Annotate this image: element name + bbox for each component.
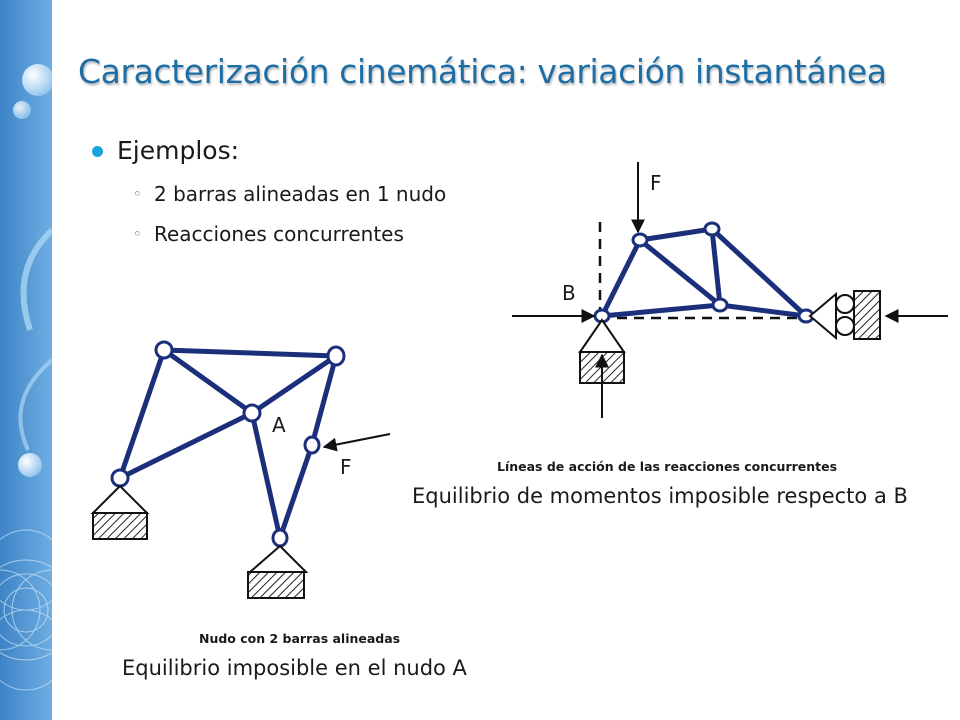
slide-title: Caracterización cinemática: variación instantánea: [78, 52, 887, 91]
ring-bullet-icon: ◦: [133, 225, 142, 243]
node-top-f: [633, 234, 647, 246]
left-pin-support-icon: [93, 486, 147, 539]
node-left-support: [112, 470, 128, 486]
node-bottom-support: [273, 530, 287, 546]
roller-support-icon: [810, 291, 880, 339]
force-arrow-icon: [324, 434, 390, 447]
bullet-ejemplos-label: Ejemplos:: [117, 136, 240, 165]
node-middle-r: [713, 299, 727, 311]
node-top-right-r: [705, 223, 719, 235]
left-truss-figure: [93, 342, 390, 598]
force-f-label-left: F: [340, 455, 352, 479]
node-top-right: [328, 347, 344, 365]
sub-bullet-1-label: 2 barras alineadas en 1 nudo: [154, 182, 447, 206]
node-a: [244, 405, 260, 421]
bottom-pin-support-icon: [248, 546, 306, 598]
ring-bullet-icon: ◦: [133, 185, 142, 203]
left-caption-large: Equilibrio imposible en el nudo A: [122, 656, 467, 680]
left-caption-small: Nudo con 2 barras alineadas: [199, 631, 401, 646]
sub-bullet-2-label: Reacciones concurrentes: [154, 222, 404, 246]
right-caption-small: Líneas de acción de las reacciones concurrentes: [497, 459, 838, 474]
right-caption-large: Equilibrio de momentos imposible respecto a B: [412, 484, 908, 508]
node-a-label: A: [272, 413, 286, 437]
node-force: [305, 437, 319, 453]
right-truss-figure: [512, 162, 948, 418]
node-top-left: [156, 342, 172, 358]
node-b-label: B: [562, 281, 576, 305]
force-f-label-right: F: [650, 171, 662, 195]
